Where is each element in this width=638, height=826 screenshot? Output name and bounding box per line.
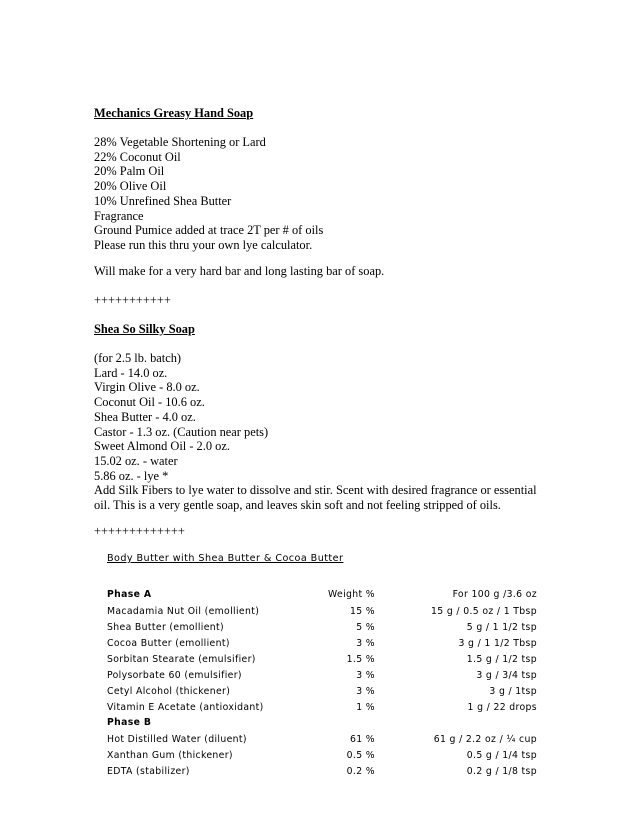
phase-b-label: Phase B xyxy=(107,717,152,728)
ingredient-name: Cetyl Alcohol (thickener) xyxy=(107,686,231,697)
phase-a-label: Phase A xyxy=(107,589,152,600)
recipe-note xyxy=(94,264,384,279)
table-row xyxy=(107,734,539,748)
weight-value: 0.5 % xyxy=(346,750,375,761)
ingredient-line: 20% Palm Oil xyxy=(94,164,165,179)
ingredient-name: Hot Distilled Water (diluent) xyxy=(107,734,247,745)
table-title: Body Butter with Shea Butter & Cocoa Butter xyxy=(107,553,344,564)
table-row xyxy=(107,750,539,764)
weight-value: 0.2 % xyxy=(346,766,375,777)
amount-value: 61 g / 2.2 oz / ¼ cup xyxy=(433,734,537,745)
separator xyxy=(94,524,185,539)
recipe-shea-soap xyxy=(94,322,195,337)
ingredient-line: Please run this thru your own lye calculator. xyxy=(94,237,313,252)
recipe-title: Mechanics Greasy Hand Soap xyxy=(94,106,254,120)
table-row xyxy=(107,606,539,620)
weight-value: 1 % xyxy=(356,702,375,713)
ingredient-line: Castor - 1.3 oz. (Caution near pets) xyxy=(94,424,269,439)
ingredient-line: Shea Butter - 4.0 oz. xyxy=(94,409,196,424)
amount-value: 0.2 g / 1/8 tsp xyxy=(466,766,537,777)
weight-value: 5 % xyxy=(356,622,375,633)
ingredient-line: Ground Pumice added at trace 2T per # of oils xyxy=(94,223,324,238)
recipe-mechanics-ingredients xyxy=(94,135,323,253)
ingredient-line: Sweet Almond Oil - 2.0 oz. xyxy=(94,439,230,454)
table-header-row xyxy=(107,589,539,603)
amount-value: 3 g / 1tsp xyxy=(489,686,537,697)
separator-text: +++++++++++ xyxy=(94,293,171,307)
ingredient-name: Vitamin E Acetate (antioxidant) xyxy=(107,702,264,713)
amount-value: 1 g / 22 drops xyxy=(467,702,537,713)
table-row xyxy=(107,686,539,700)
amount-value: 3 g / 3/4 tsp xyxy=(476,670,537,681)
table-row xyxy=(107,654,539,668)
weight-value: 3 % xyxy=(356,638,375,649)
ingredient-line: 10% Unrefined Shea Butter xyxy=(94,193,232,208)
ingredient-line: 22% Coconut Oil xyxy=(94,149,181,164)
weight-value: 1.5 % xyxy=(346,654,375,665)
instruction-line: oil. This is a very gentle soap, and leaves skin soft and not feeling stripped of oils. xyxy=(94,498,501,513)
recipe-shea-ingredients xyxy=(94,351,537,513)
ingredient-name: Shea Butter (emollient) xyxy=(107,622,224,633)
ingredient-line: Fragrance xyxy=(94,208,144,223)
table-row xyxy=(107,670,539,684)
ingredient-line: Coconut Oil - 10.6 oz. xyxy=(94,395,205,410)
table-row xyxy=(107,766,539,780)
ingredient-name: Xanthan Gum (thickener) xyxy=(107,750,233,761)
ingredient-line: 15.02 oz. - water xyxy=(94,453,178,468)
table-row xyxy=(107,622,539,636)
ingredient-line: (for 2.5 lb. batch) xyxy=(94,351,182,365)
ingredient-name: Sorbitan Stearate (emulsifier) xyxy=(107,654,256,665)
ingredient-line: 28% Vegetable Shortening or Lard xyxy=(94,135,266,149)
amount-column-header: For 100 g /3.6 oz xyxy=(452,589,537,600)
table-row xyxy=(107,638,539,652)
table-row xyxy=(107,702,539,716)
separator-text: +++++++++++++ xyxy=(94,524,185,538)
weight-value: 15 % xyxy=(349,606,375,617)
phase-b-row xyxy=(107,717,539,731)
recipe-title: Shea So Silky Soap xyxy=(94,322,195,336)
weight-value: 61 % xyxy=(349,734,375,745)
weight-value: 3 % xyxy=(356,686,375,697)
weight-column-header: Weight % xyxy=(328,589,375,600)
separator xyxy=(94,293,171,308)
ingredient-line: 5.86 oz. - lye * xyxy=(94,468,169,483)
amount-value: 5 g / 1 1/2 tsp xyxy=(466,622,537,633)
amount-value: 0.5 g / 1/4 tsp xyxy=(466,750,537,761)
amount-value: 15 g / 0.5 oz / 1 Tbsp xyxy=(431,606,537,617)
ingredient-name: Cocoa Butter (emollient) xyxy=(107,638,230,649)
ingredient-name: Polysorbate 60 (emulsifier) xyxy=(107,670,242,681)
ingredient-name: Macadamia Nut Oil (emollient) xyxy=(107,606,260,617)
ingredient-line: 20% Olive Oil xyxy=(94,179,167,194)
ingredient-name: EDTA (stabilizer) xyxy=(107,766,190,777)
amount-value: 1.5 g / 1/2 tsp xyxy=(466,654,537,665)
ingredient-line: Virgin Olive - 8.0 oz. xyxy=(94,380,200,395)
weight-value: 3 % xyxy=(356,670,375,681)
ingredient-line: Lard - 14.0 oz. xyxy=(94,365,168,380)
amount-value: 3 g / 1 1/2 Tbsp xyxy=(458,638,537,649)
recipe-mechanics-soap xyxy=(94,106,253,121)
instruction-line: Add Silk Fibers to lye water to dissolve and stir. Scent with desired fragrance or essential xyxy=(94,483,537,498)
note-text: Will make for a very hard bar and long lasting bar of soap. xyxy=(94,264,385,278)
